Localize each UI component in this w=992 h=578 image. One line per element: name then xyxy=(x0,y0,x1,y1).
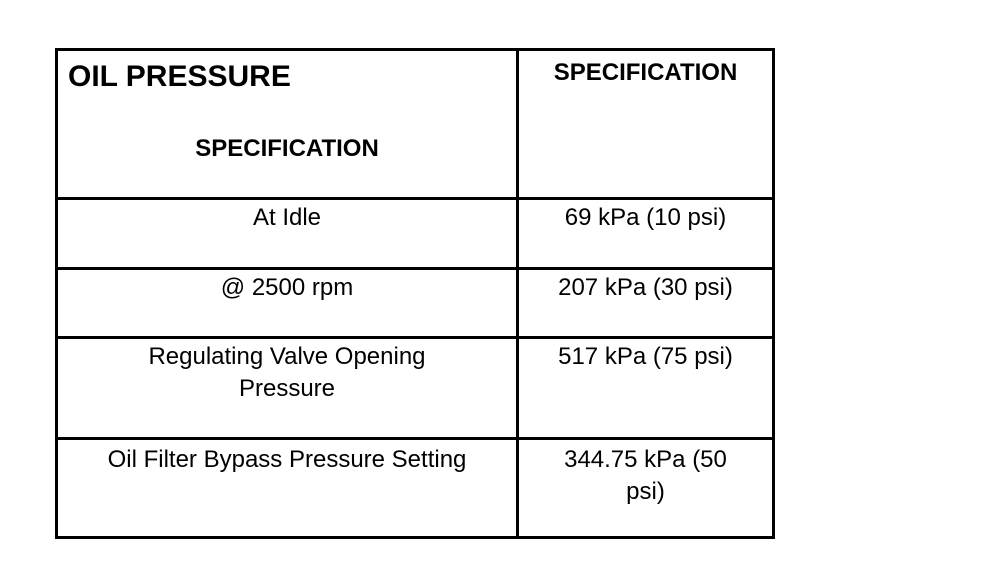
header-left-cell xyxy=(58,51,516,197)
value-text: 69 kPa (10 psi) xyxy=(564,204,727,231)
table-title: OIL PRESSURE xyxy=(68,60,291,93)
header-left-subtitle: SPECIFICATION xyxy=(195,135,379,162)
header-right-label: SPECIFICATION xyxy=(553,59,738,86)
value-cell xyxy=(516,440,772,536)
value-text: 207 kPa (30 psi) xyxy=(558,274,733,301)
condition-text: Oil Filter Bypass Pressure Setting xyxy=(107,446,467,473)
condition-cell xyxy=(58,339,516,437)
value-text: 344.75 kPa (50 psi) xyxy=(564,446,727,505)
header-right-cell xyxy=(516,51,772,197)
table-row xyxy=(58,336,772,437)
value-cell xyxy=(516,339,772,437)
table-row xyxy=(58,267,772,336)
value-cell xyxy=(516,200,772,267)
condition-text: At Idle xyxy=(252,204,322,231)
condition-cell xyxy=(58,440,516,536)
condition-text: @ 2500 rpm xyxy=(220,274,354,301)
table-row xyxy=(58,437,772,536)
condition-cell xyxy=(58,200,516,267)
value-text: 517 kPa (75 psi) xyxy=(558,343,733,370)
table-row xyxy=(58,197,772,267)
value-cell xyxy=(516,270,772,336)
table-header-row xyxy=(58,51,772,197)
condition-text: Regulating Valve Opening Pressure xyxy=(148,343,426,402)
oil-pressure-spec-table xyxy=(55,48,775,539)
condition-cell xyxy=(58,270,516,336)
